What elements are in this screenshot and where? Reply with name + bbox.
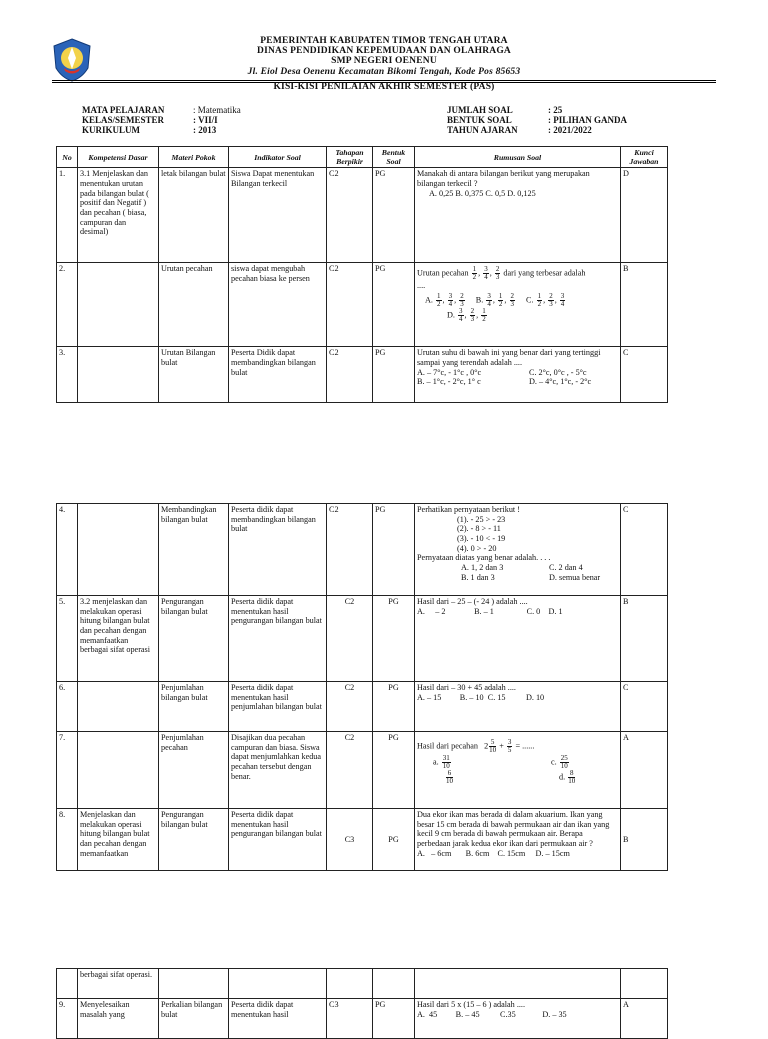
meta-value: : PILIHAN GANDA: [548, 115, 628, 125]
cell-bentuk: PG: [373, 263, 415, 347]
question-text: Hasil dari pecahan: [417, 741, 478, 751]
question-line: Urutan pecahan $\frac{1}{2}$ , $\frac{3}{4}$ , $\frac{2}{3}$ dari yang terbesar adalah: [417, 265, 586, 282]
col-header: Kunci Jawaban: [621, 147, 668, 168]
question-text: Urutan pecahan: [417, 268, 469, 278]
cell-materi: Pengurangan bilangan bulat: [159, 596, 229, 682]
cell-indikator: Peserta didik dapat menentukan hasil pengurangan bilangan bulat: [229, 809, 327, 871]
question-text: Pernyataan diatas yang benar adalah. . . .: [417, 553, 551, 563]
meta-label: KURIKULUM: [82, 125, 140, 135]
cell-kd: [78, 347, 159, 403]
cell-soal: [415, 263, 621, 347]
cell-bentuk: PG: [373, 504, 415, 596]
meta-label: JUMLAH SOAL: [447, 105, 513, 115]
meta-label: MATA PELAJARAN: [82, 105, 165, 115]
cell-materi: Urutan pecahan: [159, 263, 229, 347]
cell-kunci: C: [621, 682, 668, 732]
cell-soal: [415, 732, 621, 809]
cell-tahap: [327, 969, 373, 999]
cell-materi: Membandingkan bilangan bulat: [159, 504, 229, 596]
cell-tahap: C2: [327, 596, 373, 682]
header-rule: [52, 80, 716, 81]
gov-name: PEMERINTAH KABUPATEN TIMOR TENGAH UTARA: [260, 36, 508, 46]
cell-kunci: B: [621, 596, 668, 682]
question-text: Hasil dari – 30 + 45 adalah ....: [417, 683, 516, 692]
answer-options: $\frac{6}{10}$ d. $\frac{8}{10}$: [446, 769, 576, 785]
cell-no: 7.: [57, 732, 78, 809]
option-d: D. semua benar: [549, 572, 601, 582]
question-text: Hasil dari 5 x (15 – 6 ) adalah ....: [417, 1000, 526, 1009]
meta-value: : 2021/2022: [548, 125, 592, 135]
cell-soal: [415, 969, 621, 999]
answer-options: [417, 368, 618, 378]
col-header: Materi Pokok: [159, 147, 229, 168]
table-row: [57, 809, 668, 871]
cell-kd: [78, 682, 159, 732]
cell-materi: Perkalian bilangan bulat: [159, 999, 229, 1039]
statement: (2). - 8 > - 11: [457, 524, 501, 534]
statement: (3). - 10 < - 19: [457, 534, 506, 544]
kisi-table-page1: [56, 146, 668, 403]
question-text: dari yang terbesar adalah: [503, 268, 586, 278]
option-c: C. 2°c, 0°c , - 5°c: [529, 367, 587, 377]
cell-materi: [159, 969, 229, 999]
cell-indikator: Peserta didik dapat menentukan hasil penjumlahan bilangan bulat: [229, 682, 327, 732]
cell-materi: Penjumlahan bilangan bulat: [159, 682, 229, 732]
cell-bentuk: PG: [373, 168, 415, 263]
cell-bentuk: PG: [373, 732, 415, 809]
question-line: Hasil dari pecahan 2 $\frac{5}{10}$ + $\frac{3}{5}$ = ......: [417, 738, 535, 754]
cell-soal: [415, 809, 621, 871]
col-header: Rumusan Soal: [415, 147, 621, 168]
answer-options: [417, 377, 618, 387]
cell-indikator: Peserta didik dapat menentukan hasil: [229, 999, 327, 1039]
option-b: B. – 1°c, - 2°c, 1° c: [417, 377, 481, 387]
answer-options: [417, 563, 618, 573]
table-row: [57, 347, 668, 403]
cell-bentuk: PG: [373, 596, 415, 682]
cell-kunci: A: [621, 999, 668, 1039]
question-text: Hasil dari – 25 – (- 24 ) adalah ....: [417, 597, 528, 606]
answer-options: a. $\frac{31}{10}$ c. $\frac{25}{10}$: [433, 754, 568, 770]
cell-materi: Urutan Bilangan bulat: [159, 347, 229, 403]
school-address: Jl. Eiol Desa Oenenu Kecamatan Bikomi Tengah, Kode Pos 85653: [247, 67, 521, 77]
cell-tahap: C2: [327, 263, 373, 347]
school-name: SMP NEGERI OENENU: [331, 56, 437, 66]
table-row: [57, 682, 668, 732]
cell-kd: [78, 504, 159, 596]
table-row: [57, 999, 668, 1039]
cell-kunci: D: [621, 168, 668, 263]
kisi-table-page3: [56, 968, 668, 1039]
meta-value: : 2013: [193, 125, 217, 135]
cell-materi: Pengurangan bilangan bulat: [159, 809, 229, 871]
cell-soal: [415, 347, 621, 403]
meta-value: : VII/I: [193, 115, 218, 125]
cell-tahap: C3: [327, 809, 373, 871]
cell-indikator: Disajikan dua pecahan campuran dan biasa. Siswa dapat menjumlahkan kedua pecahan tersebut dengan benar.: [229, 732, 327, 809]
cell-bentuk: PG: [373, 809, 415, 871]
cell-no: 9.: [57, 999, 78, 1039]
cell-soal: [415, 682, 621, 732]
statement: (4). 0 > - 20: [457, 543, 497, 553]
doc-title: KISI-KISI PENILAIAN AKHIR SEMESTER (PAS): [273, 82, 495, 92]
cell-kunci: [621, 969, 668, 999]
office-name: DINAS PENDIDIKAN KEPEMUDAAN DAN OLAHRAGA: [257, 46, 511, 56]
option-a: A. – 7°c, - 1°c , 0°c: [417, 367, 482, 377]
option-b: B. 1 dan 3: [461, 572, 495, 582]
cell-bentuk: PG: [373, 347, 415, 403]
cell-no: 4.: [57, 504, 78, 596]
answer-options: A. 45 B. – 45 C.35 D. – 35: [417, 1009, 567, 1019]
question-text: Manakah di antara bilangan berikut yang merupakan bilangan terkecil ?: [417, 169, 590, 189]
cell-indikator: Siswa Dapat menentukan Bilangan terkecil: [229, 168, 327, 263]
fraction: $\frac{3}{5}$: [507, 738, 512, 754]
question-text: Urutan suhu di bawah ini yang benar dari yang tertinggi sampai yang terendah adalah ....: [417, 348, 601, 368]
fraction: $\frac{5}{10}$: [489, 738, 497, 754]
cell-no: [57, 969, 78, 999]
meta-label: KELAS/SEMESTER: [82, 115, 165, 125]
fraction: $\frac{3}{4}$: [484, 265, 488, 282]
answer-options: A. 0,25 B. 0,375 C. 0,5 D. 0,125: [429, 188, 536, 198]
meta-label: BENTUK SOAL: [447, 115, 512, 125]
cell-no: 5.: [57, 596, 78, 682]
col-header: Indikator Soal: [229, 147, 327, 168]
meta-value: : 25: [548, 105, 563, 115]
cell-no: 2.: [57, 263, 78, 347]
answer-options: A. – 2 B. – 1 C. 0 D. 1: [417, 606, 563, 616]
col-header: Bentuk Soal: [373, 147, 415, 168]
table-row: [57, 504, 668, 596]
cell-indikator: Peserta Didik dapat membandingkan bilangan bulat: [229, 347, 327, 403]
col-header: Tahapan Berpikir: [327, 147, 373, 168]
table-row: [57, 969, 668, 999]
table-row: [57, 168, 668, 263]
cell-soal: [415, 168, 621, 263]
cell-kunci: C: [621, 504, 668, 596]
question-text: = ......: [515, 741, 535, 751]
meta-value: : Matematika: [193, 105, 241, 115]
cell-indikator: Peserta didik dapat membandingkan bilangan bulat: [229, 504, 327, 596]
cell-kd: [78, 263, 159, 347]
question-text: Dua ekor ikan mas berada di dalam akuarium. Ikan yang besar 15 cm berada di bawah permukaan air dan ikan yang kecil 9 cm berada di bawah permukaan air. Berapa perbedaan jarak kedua ekor ikan dari permukaan air ?: [417, 810, 610, 849]
cell-kunci: A: [621, 732, 668, 809]
option-a: A. 1, 2 dan 3: [461, 563, 504, 573]
cell-bentuk: PG: [373, 682, 415, 732]
answer-options: A. – 6cm B. 6cm C. 15cm D. – 15cm: [417, 848, 570, 858]
option-d: D. – 4°c, 1°c, - 2°c: [529, 377, 592, 387]
cell-materi: Penjumlahan pecahan: [159, 732, 229, 809]
cell-kunci: B: [621, 809, 668, 871]
cell-kunci: C: [621, 347, 668, 403]
cell-no: 8.: [57, 809, 78, 871]
cell-bentuk: [373, 969, 415, 999]
cell-materi: letak bilangan bulat: [159, 168, 229, 263]
cell-soal: [415, 596, 621, 682]
cell-tahap: C3: [327, 999, 373, 1039]
cell-indikator: [229, 969, 327, 999]
cell-no: 6.: [57, 682, 78, 732]
cell-kd: berbagai sifat operasi.: [78, 969, 159, 999]
cell-kunci: B: [621, 263, 668, 347]
table-row: [57, 732, 668, 809]
cell-soal: [415, 504, 621, 596]
meta-label: TAHUN AJARAN: [447, 125, 518, 135]
cell-tahap: C2: [327, 682, 373, 732]
answer-options: A. – 15 B. – 10 C. 15 D. 10: [417, 692, 545, 702]
cell-tahap: C2: [327, 504, 373, 596]
cell-indikator: Peserta didik dapat menentukan hasil pengurangan bilangan bulat: [229, 596, 327, 682]
answer-option-d: D. $\frac{3}{4}$ , $\frac{2}{3}$ , $\frac{1}{2}$: [447, 307, 486, 324]
cell-tahap: C2: [327, 168, 373, 263]
col-header: No: [57, 147, 78, 168]
cell-kd: 3.1 Menjelaskan dan menentukan urutan pada bilangan bulat ( positif dan Negatif ) dan pecahan ( biasa, campuran dan desimal): [78, 168, 159, 263]
cell-bentuk: PG: [373, 999, 415, 1039]
question-text: ....: [417, 281, 426, 291]
cell-kd: Menjelaskan dan melakukan operasi hitung bilangan bulat dan pecahan dengan memanfaatkan: [78, 809, 159, 871]
cell-soal: [415, 999, 621, 1039]
cell-kd: 3.2 menjelaskan dan melakukan operasi hitung bilangan bulat dan pecahan dengan memanfaatkan berbagai sifat operasi: [78, 596, 159, 682]
fraction: $\frac{1}{2}$: [472, 265, 477, 282]
cell-kd: [78, 732, 159, 809]
cell-indikator: siswa dapat mengubah pecahan biasa ke persen: [229, 263, 327, 347]
statement: (1). - 25 > - 23: [457, 514, 506, 524]
cell-kd: Menyelesaikan masalah yang: [78, 999, 159, 1039]
col-header: Kompetensi Dasar: [78, 147, 159, 168]
table-row: [57, 263, 668, 347]
cell-no: 1.: [57, 168, 78, 263]
fraction: $\frac{2}{3}$: [495, 265, 500, 282]
option-c: C. 2 dan 4: [549, 563, 583, 573]
cell-no: 3.: [57, 347, 78, 403]
answer-options: [417, 573, 618, 583]
table-row: [57, 596, 668, 682]
cell-tahap: C2: [327, 732, 373, 809]
table-header-row: [57, 147, 668, 168]
question-text: Perhatikan pernyataan berikut !: [417, 505, 520, 514]
answer-options: A. $\frac{1}{2}$ , $\frac{3}{4}$ , $\frac{2}{3}$ B. $\frac{3}{4}$ , $\frac{1}{2}$ , $\frac{2}{3}$ C. $\frac{1}{2}$ , $\frac{2}{3}$ , $\frac{3}{4}$: [425, 292, 565, 309]
kisi-table-page2: [56, 503, 668, 871]
cell-tahap: C2: [327, 347, 373, 403]
